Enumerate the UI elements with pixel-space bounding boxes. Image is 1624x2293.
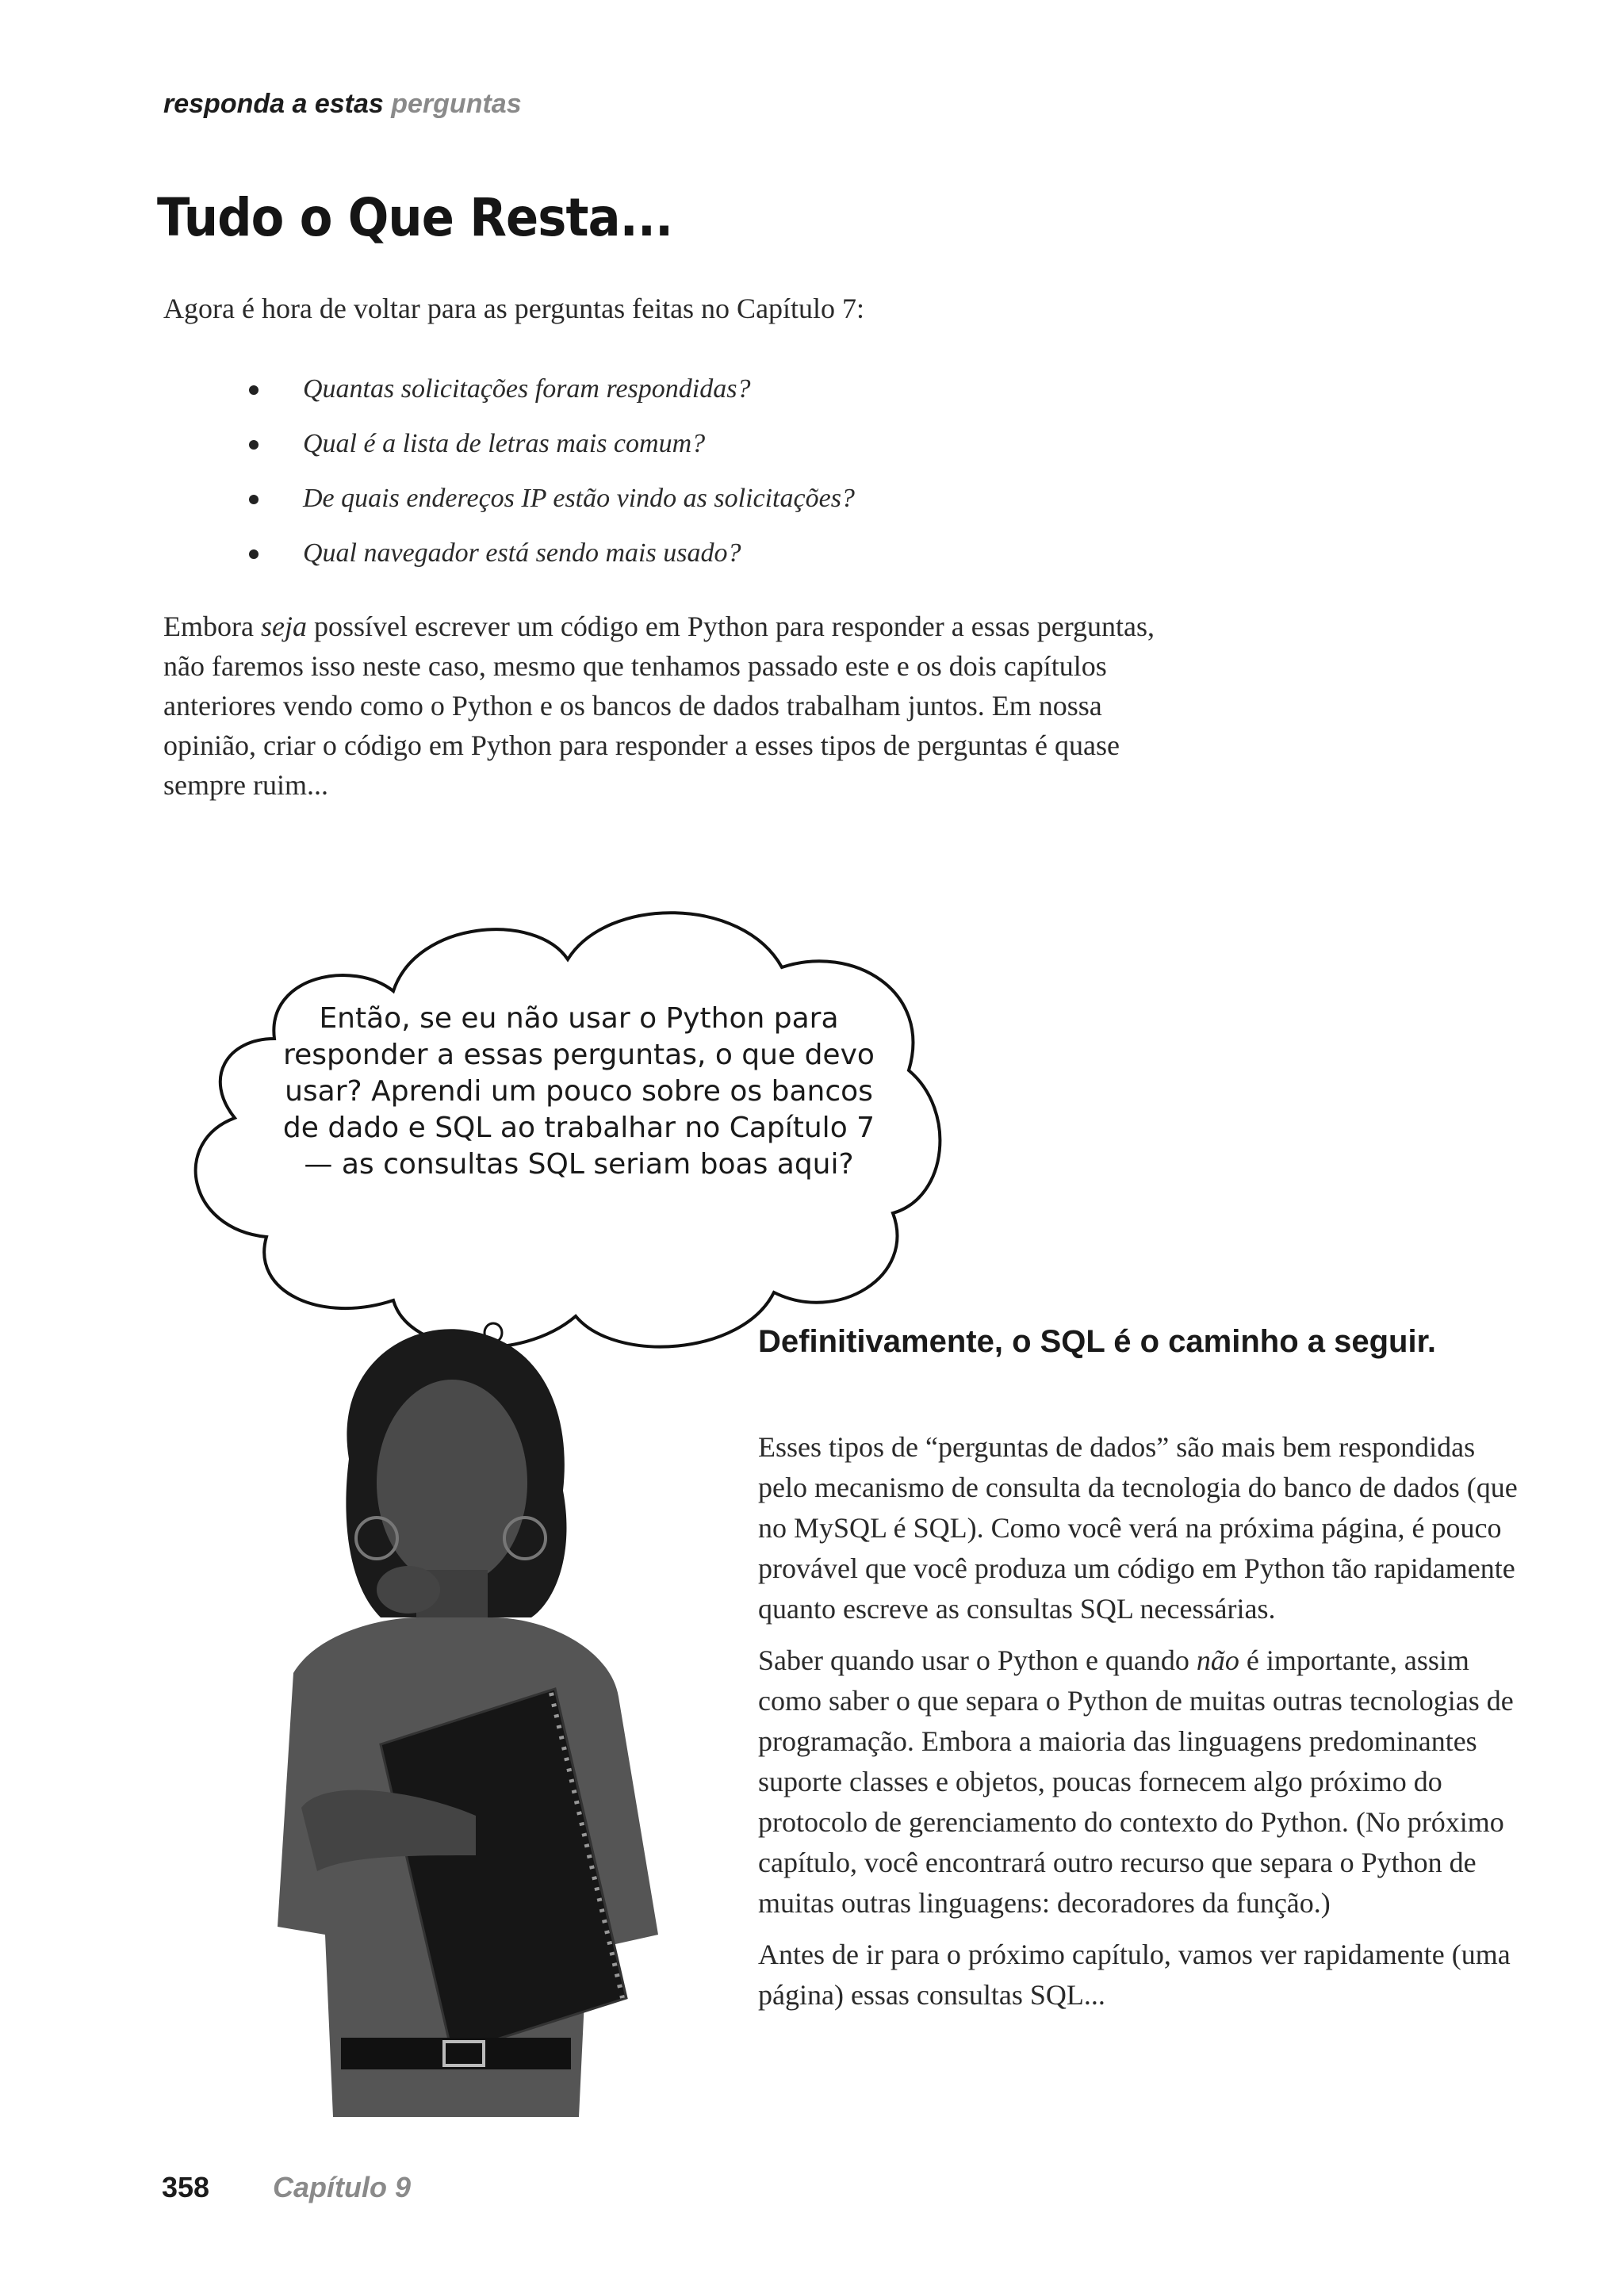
intro-text: Agora é hora de voltar para as perguntas feitas no Capítulo 7: <box>163 293 865 324</box>
woman-with-notebook-photo <box>214 1300 722 2133</box>
bullet-icon <box>249 440 259 450</box>
answer-heading: Definitivamente, o SQL é o caminho a seguir. <box>758 1324 1437 1359</box>
chapter-label: Capítulo 9 <box>273 2171 412 2203</box>
header-text: responda a estas <box>163 89 384 119</box>
emphasis: seja <box>260 611 307 642</box>
list-item: Qual é a lista de letras mais comum? <box>246 429 855 484</box>
list-item: Quantas solicitações foram respondidas? <box>246 374 855 429</box>
answer-paragraph: Saber quando usar o Python e quando não é importante, assim como saber o que separa o Python de muitas outras tecnologias de programação. Embora a maioria das linguagens predominantes suporte classes e objetos, poucas fornecem algo próximo do protocolo de gerenciamento do contexto do Python. (No próximo capítulo, você encontrará outro recurso que separa o Python de muitas outras linguagens: decoradores da função.) <box>758 1644 1514 1919</box>
answer-paragraph: Antes de ir para o próximo capítulo, vamos ver rapidamente (uma página) essas consultas SQL... <box>758 1939 1511 2011</box>
list-item: De quais endereços IP estão vindo as solicitações? <box>246 484 855 538</box>
bullet-icon <box>249 495 259 504</box>
bullet-icon <box>249 549 259 559</box>
answer-paragraph: Esses tipos de “perguntas de dados” são mais bem respondidas pelo mecanismo de consulta da tecnologia do banco de dados (que no MySQL é SQL). Como você verá na próxima página, é pouco provável que você produza um código em Python tão rapidamente quanto escreve as consultas SQL necessárias. <box>758 1431 1518 1625</box>
running-header <box>163 89 522 120</box>
body-paragraph: Embora seja possível escrever um código em Python para responder a essas perguntas, não faremos isso neste caso, mesmo que tenhamos passado este e os dois capítulos anteriores vendo como o Python e os bancos de dados trabalham juntos. Em nossa opinião, criar o código em Python para responder a esses tipos de perguntas é quase sempre ruim... <box>163 611 1155 801</box>
header-text-grey: perguntas <box>391 89 522 119</box>
bullet-icon <box>249 385 259 395</box>
page-title: Tudo o Que Resta... <box>157 187 673 248</box>
emphasis: não <box>1196 1644 1239 1676</box>
thought-bubble-text: Então, se eu não usar o Python para responder a essas perguntas, o que devo usar? Aprendi um pouco sobre os bancos de dado e SQL ao trabalhar no Capítulo 7 — as consultas SQL seriam boas aqui? <box>282 1002 875 1181</box>
answer-body <box>758 1427 1519 2027</box>
list-item: Qual navegador está sendo mais usado? <box>246 538 855 593</box>
questions-list <box>246 374 855 593</box>
page-number: 358 <box>162 2171 210 2203</box>
